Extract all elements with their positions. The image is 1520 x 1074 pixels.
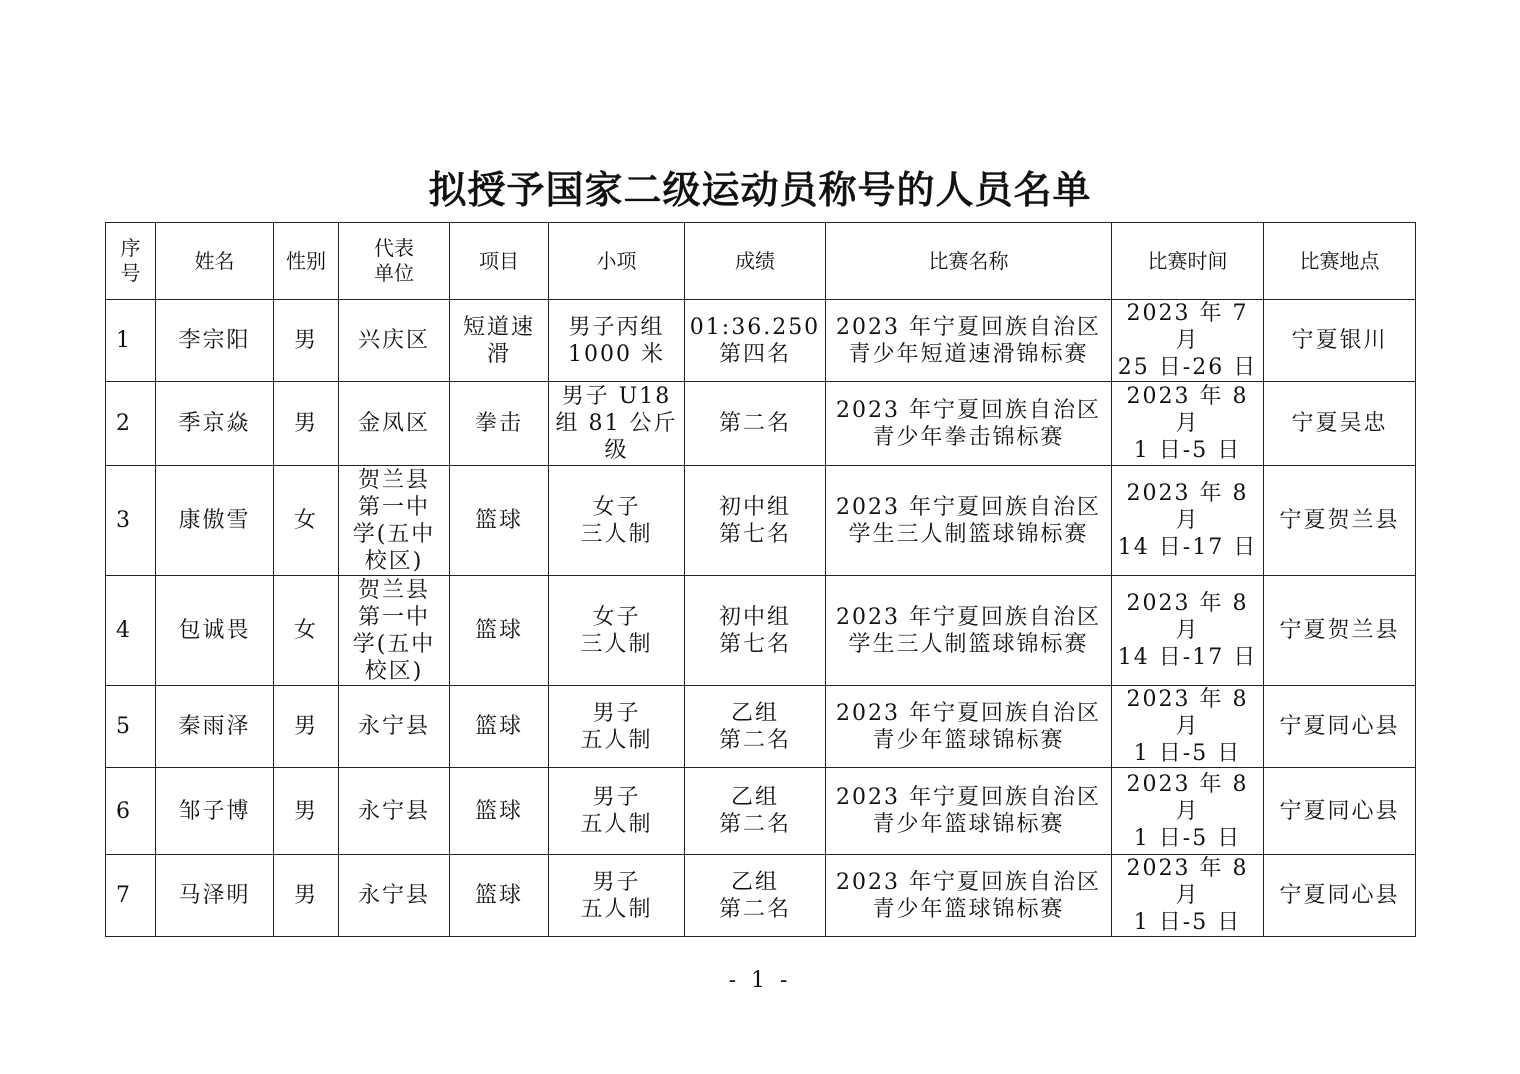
cell-text: 01:36.250	[689, 314, 821, 340]
cell-text: 青少年短道速滑锦标赛	[848, 341, 1089, 367]
cell-no: 2	[106, 382, 156, 466]
cell-text: 级	[604, 438, 629, 463]
table-row	[106, 576, 1416, 686]
cell-text: 篮球	[474, 618, 523, 643]
header-unit	[339, 223, 450, 300]
cell-text: 1 日-5 日	[1133, 910, 1242, 935]
cell-unit	[339, 686, 450, 768]
cell-text: 14 日-17 日	[1117, 645, 1258, 670]
cell-text: 永宁县	[357, 883, 430, 908]
cell-event	[549, 855, 685, 937]
cell-text: 校区)	[364, 548, 424, 574]
cell-text: 第二名	[718, 812, 791, 837]
cell-text: 乙组	[730, 700, 779, 726]
cell-text: 拳击	[474, 411, 523, 436]
cell-result	[685, 300, 826, 382]
cell-location: 宁夏吴忠	[1264, 382, 1416, 466]
cell-text: 青少年篮球锦标赛	[872, 896, 1065, 922]
header-text: 小项	[596, 248, 637, 273]
cell-date	[1112, 466, 1264, 576]
cell-event	[549, 576, 685, 686]
table-row	[106, 768, 1416, 855]
cell-location: 宁夏贺兰县	[1264, 466, 1416, 576]
cell-text: 贺兰县	[357, 467, 430, 493]
cell-text: 兴庆区	[357, 328, 430, 353]
cell-text: 滑	[486, 341, 511, 367]
header-event	[549, 223, 685, 300]
cell-text: 2023 年 8 月	[1126, 591, 1249, 643]
cell-text: 男子	[592, 869, 641, 895]
cell-no: 3	[106, 466, 156, 576]
cell-project	[450, 466, 549, 576]
cell-text: 2023 年 8 月	[1126, 771, 1249, 824]
header-text: 姓名	[194, 248, 235, 273]
cell-competition	[826, 466, 1112, 576]
cell-no: 5	[106, 686, 156, 768]
cell-text: 青少年篮球锦标赛	[872, 727, 1065, 753]
cell-no: 1	[106, 300, 156, 382]
cell-location: 宁夏同心县	[1264, 768, 1416, 855]
table-row	[106, 855, 1416, 937]
cell-text: 五人制	[580, 812, 653, 837]
cell-gender: 男	[274, 300, 339, 382]
cell-location: 宁夏同心县	[1264, 855, 1416, 937]
cell-text: 2023 年宁夏回族自治区	[836, 869, 1101, 895]
cell-project	[450, 768, 549, 855]
cell-competition	[826, 855, 1112, 937]
cell-project	[450, 382, 549, 466]
header-project	[450, 223, 549, 300]
cell-name: 秦雨泽	[156, 686, 274, 768]
cell-text: 组 81 公斤	[555, 411, 678, 436]
cell-result	[685, 382, 826, 466]
cell-text: 第一中	[357, 494, 430, 520]
cell-text: 2023 年宁夏回族自治区	[836, 604, 1101, 630]
table-row	[106, 686, 1416, 768]
cell-text: 25 日-26 日	[1117, 355, 1258, 380]
cell-gender: 男	[274, 855, 339, 937]
cell-text: 篮球	[474, 508, 523, 533]
header-text: 代表	[374, 236, 414, 260]
cell-unit	[339, 300, 450, 382]
cell-location: 宁夏贺兰县	[1264, 576, 1416, 686]
cell-text: 三人制	[580, 521, 653, 547]
cell-text: 学(五中	[352, 631, 436, 657]
cell-text: 乙组	[730, 869, 779, 895]
header-text: 比赛名称	[928, 248, 1009, 273]
header-text: 比赛时间	[1147, 248, 1228, 273]
cell-text: 第七名	[718, 521, 791, 547]
cell-result	[685, 466, 826, 576]
cell-text: 贺兰县	[357, 577, 430, 603]
cell-gender: 女	[274, 466, 339, 576]
cell-name: 季京焱	[156, 382, 274, 466]
header-name	[156, 223, 274, 300]
cell-text: 校区)	[364, 658, 424, 684]
cell-text: 2023 年宁夏回族自治区	[836, 785, 1101, 810]
cell-text: 第七名	[718, 631, 791, 657]
cell-date	[1112, 768, 1264, 855]
cell-date	[1112, 300, 1264, 382]
cell-text: 2023 年宁夏回族自治区	[836, 700, 1101, 726]
cell-date	[1112, 382, 1264, 466]
page-number: - 1 -	[728, 968, 792, 993]
cell-text: 第二名	[718, 896, 791, 922]
cell-date	[1112, 855, 1264, 937]
cell-text: 篮球	[474, 714, 523, 739]
cell-unit	[339, 466, 450, 576]
cell-text: 2023 年宁夏回族自治区	[836, 494, 1101, 520]
cell-text: 2023 年宁夏回族自治区	[836, 314, 1101, 340]
cell-text: 篮球	[474, 883, 523, 908]
header-location	[1264, 223, 1416, 300]
header-text: 成绩	[735, 248, 775, 273]
cell-location: 宁夏银川	[1264, 300, 1416, 382]
cell-text: 女子	[592, 604, 641, 630]
cell-text: 2023 年 7 月	[1126, 301, 1249, 353]
cell-text: 学生三人制篮球锦标赛	[848, 631, 1089, 657]
header-text: 性别	[286, 248, 326, 273]
header-text: 比赛地点	[1299, 248, 1380, 273]
cell-no: 7	[106, 855, 156, 937]
cell-text: 篮球	[474, 798, 523, 824]
table-body	[106, 300, 1416, 937]
cell-text: 金凤区	[357, 411, 430, 436]
header-text: 号	[120, 261, 141, 285]
cell-gender: 男	[274, 382, 339, 466]
cell-text: 男子丙组	[568, 314, 665, 340]
cell-text: 女子	[592, 494, 641, 520]
cell-text: 男子	[592, 785, 641, 810]
cell-competition	[826, 686, 1112, 768]
cell-project	[450, 576, 549, 686]
header-text: 序	[120, 236, 141, 260]
cell-result	[685, 768, 826, 855]
cell-text: 永宁县	[357, 714, 430, 739]
cell-text: 男子 U18	[561, 384, 672, 409]
cell-unit	[339, 576, 450, 686]
cell-competition	[826, 768, 1112, 855]
table-row	[106, 382, 1416, 466]
cell-text: 短道速	[462, 314, 535, 340]
cell-event	[549, 382, 685, 466]
cell-text: 1 日-5 日	[1133, 825, 1242, 851]
cell-result	[685, 576, 826, 686]
athlete-roster-table	[105, 222, 1416, 937]
cell-text: 五人制	[580, 727, 653, 753]
header-gender	[274, 223, 339, 300]
cell-gender: 男	[274, 768, 339, 855]
cell-text: 初中组	[718, 604, 791, 630]
cell-event	[549, 686, 685, 768]
cell-text: 学生三人制篮球锦标赛	[848, 521, 1089, 547]
page-title: 拟授予国家二级运动员称号的人员名单	[428, 168, 1092, 212]
cell-result	[685, 855, 826, 937]
cell-project	[450, 855, 549, 937]
cell-text: 第一中	[357, 604, 430, 630]
cell-text: 乙组	[730, 785, 779, 810]
cell-result	[685, 686, 826, 768]
cell-name: 李宗阳	[156, 300, 274, 382]
header-text: 项目	[479, 248, 519, 273]
cell-text: 第四名	[718, 341, 791, 367]
cell-location: 宁夏同心县	[1264, 686, 1416, 768]
cell-text: 14 日-17 日	[1117, 535, 1258, 560]
cell-text: 初中组	[718, 494, 791, 520]
cell-event	[549, 300, 685, 382]
header-competition	[826, 223, 1112, 300]
header-no	[106, 223, 156, 300]
cell-unit	[339, 855, 450, 937]
cell-no: 4	[106, 576, 156, 686]
cell-text: 2023 年宁夏回族自治区	[836, 397, 1101, 423]
cell-text: 2023 年 8 月	[1126, 687, 1249, 739]
cell-text: 第二名	[718, 411, 791, 436]
cell-project	[450, 300, 549, 382]
header-result	[685, 223, 826, 300]
cell-competition	[826, 300, 1112, 382]
cell-date	[1112, 686, 1264, 768]
cell-name: 邹子博	[156, 768, 274, 855]
cell-name: 马泽明	[156, 855, 274, 937]
cell-event	[549, 768, 685, 855]
cell-gender: 男	[274, 686, 339, 768]
cell-text: 青少年拳击锦标赛	[872, 424, 1065, 450]
cell-date	[1112, 576, 1264, 686]
cell-name: 康傲雪	[156, 466, 274, 576]
header-text: 单位	[374, 261, 414, 285]
header-date	[1112, 223, 1264, 300]
cell-text: 三人制	[580, 631, 653, 657]
cell-text: 2023 年 8 月	[1126, 384, 1249, 436]
table-row	[106, 300, 1416, 382]
cell-text: 第二名	[718, 727, 791, 753]
cell-project	[450, 686, 549, 768]
cell-text: 五人制	[580, 896, 653, 922]
cell-unit	[339, 382, 450, 466]
cell-unit	[339, 768, 450, 855]
cell-name: 包诚畏	[156, 576, 274, 686]
table-row	[106, 466, 1416, 576]
cell-no: 6	[106, 768, 156, 855]
cell-text: 青少年篮球锦标赛	[872, 812, 1065, 837]
cell-text: 永宁县	[357, 798, 430, 824]
cell-text: 男子	[592, 700, 641, 726]
cell-gender: 女	[274, 576, 339, 686]
cell-text: 1000 米	[568, 341, 665, 367]
cell-text: 2023 年 8 月	[1126, 481, 1249, 533]
cell-event	[549, 466, 685, 576]
cell-text: 1 日-5 日	[1133, 438, 1242, 463]
cell-text: 2023 年 8 月	[1126, 856, 1249, 908]
cell-competition	[826, 382, 1112, 466]
cell-text: 1 日-5 日	[1133, 741, 1242, 766]
cell-competition	[826, 576, 1112, 686]
table-header-row	[106, 223, 1416, 300]
cell-text: 学(五中	[352, 521, 436, 547]
